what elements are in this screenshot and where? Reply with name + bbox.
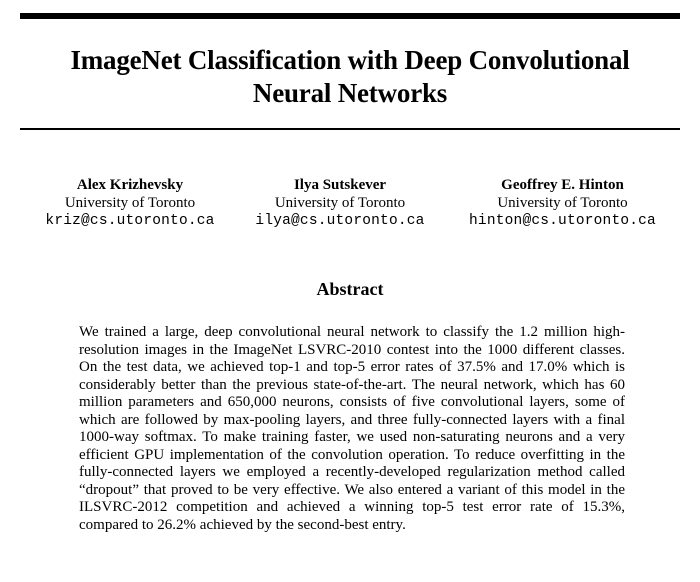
author-block xyxy=(0,176,700,236)
author-name: Alex Krizhevsky xyxy=(76,177,184,193)
paper-title xyxy=(20,44,680,110)
author-email: ilya@cs.utoronto.ca xyxy=(255,213,425,229)
author-email: hinton@cs.utoronto.ca xyxy=(469,213,656,229)
author-email: kriz@cs.utoronto.ca xyxy=(45,213,215,229)
author-affiliation: University of Toronto xyxy=(497,195,628,211)
author-name: Ilya Sutskever xyxy=(293,177,387,193)
author-affiliation: University of Toronto xyxy=(64,195,196,211)
paper-title-line-2: Neural Networks xyxy=(252,78,448,108)
paper-title-line-1: ImageNet Classification with Deep Convolutional xyxy=(70,45,630,75)
title-bottom-rule xyxy=(20,128,680,130)
abstract-heading: Abstract xyxy=(316,279,384,299)
author-krizhevsky xyxy=(30,176,230,230)
abstract-body: We trained a large, deep convolutional neural network to classify the 1.2 million high-resolution images in the ImageNet LSVRC-2010 contest into the 1000 different classes. On the test data, we achieved top-1 and top-5 error rates of 37.5% and 17.0% which is considerably better than the previous state-of-the-art. The neural network, which has 60 million parameters and 650,000 neurons, consists of five convolutional layers, some of which are followed by max-pooling layers, and three fully-connected layers with a final 1000-way softmax. To make training faster, we used non-saturating neurons and a very efficient GPU implementation of the convolution operation. To reduce overfitting in the fully-connected layers we employed a recently-developed regularization method called “dropout” that proved to be very effective. We also entered a variant of this model in the ILSVRC-2012 competition and achieved a winning top-5 test error rate of 15.3%, compared to 26.2% achieved by the second-best entry. xyxy=(79,324,625,533)
author-affiliation: University of Toronto xyxy=(274,195,406,211)
title-top-rule xyxy=(20,13,680,19)
author-sutskever xyxy=(240,176,440,230)
author-hinton xyxy=(455,176,670,230)
author-name: Geoffrey E. Hinton xyxy=(501,177,624,193)
